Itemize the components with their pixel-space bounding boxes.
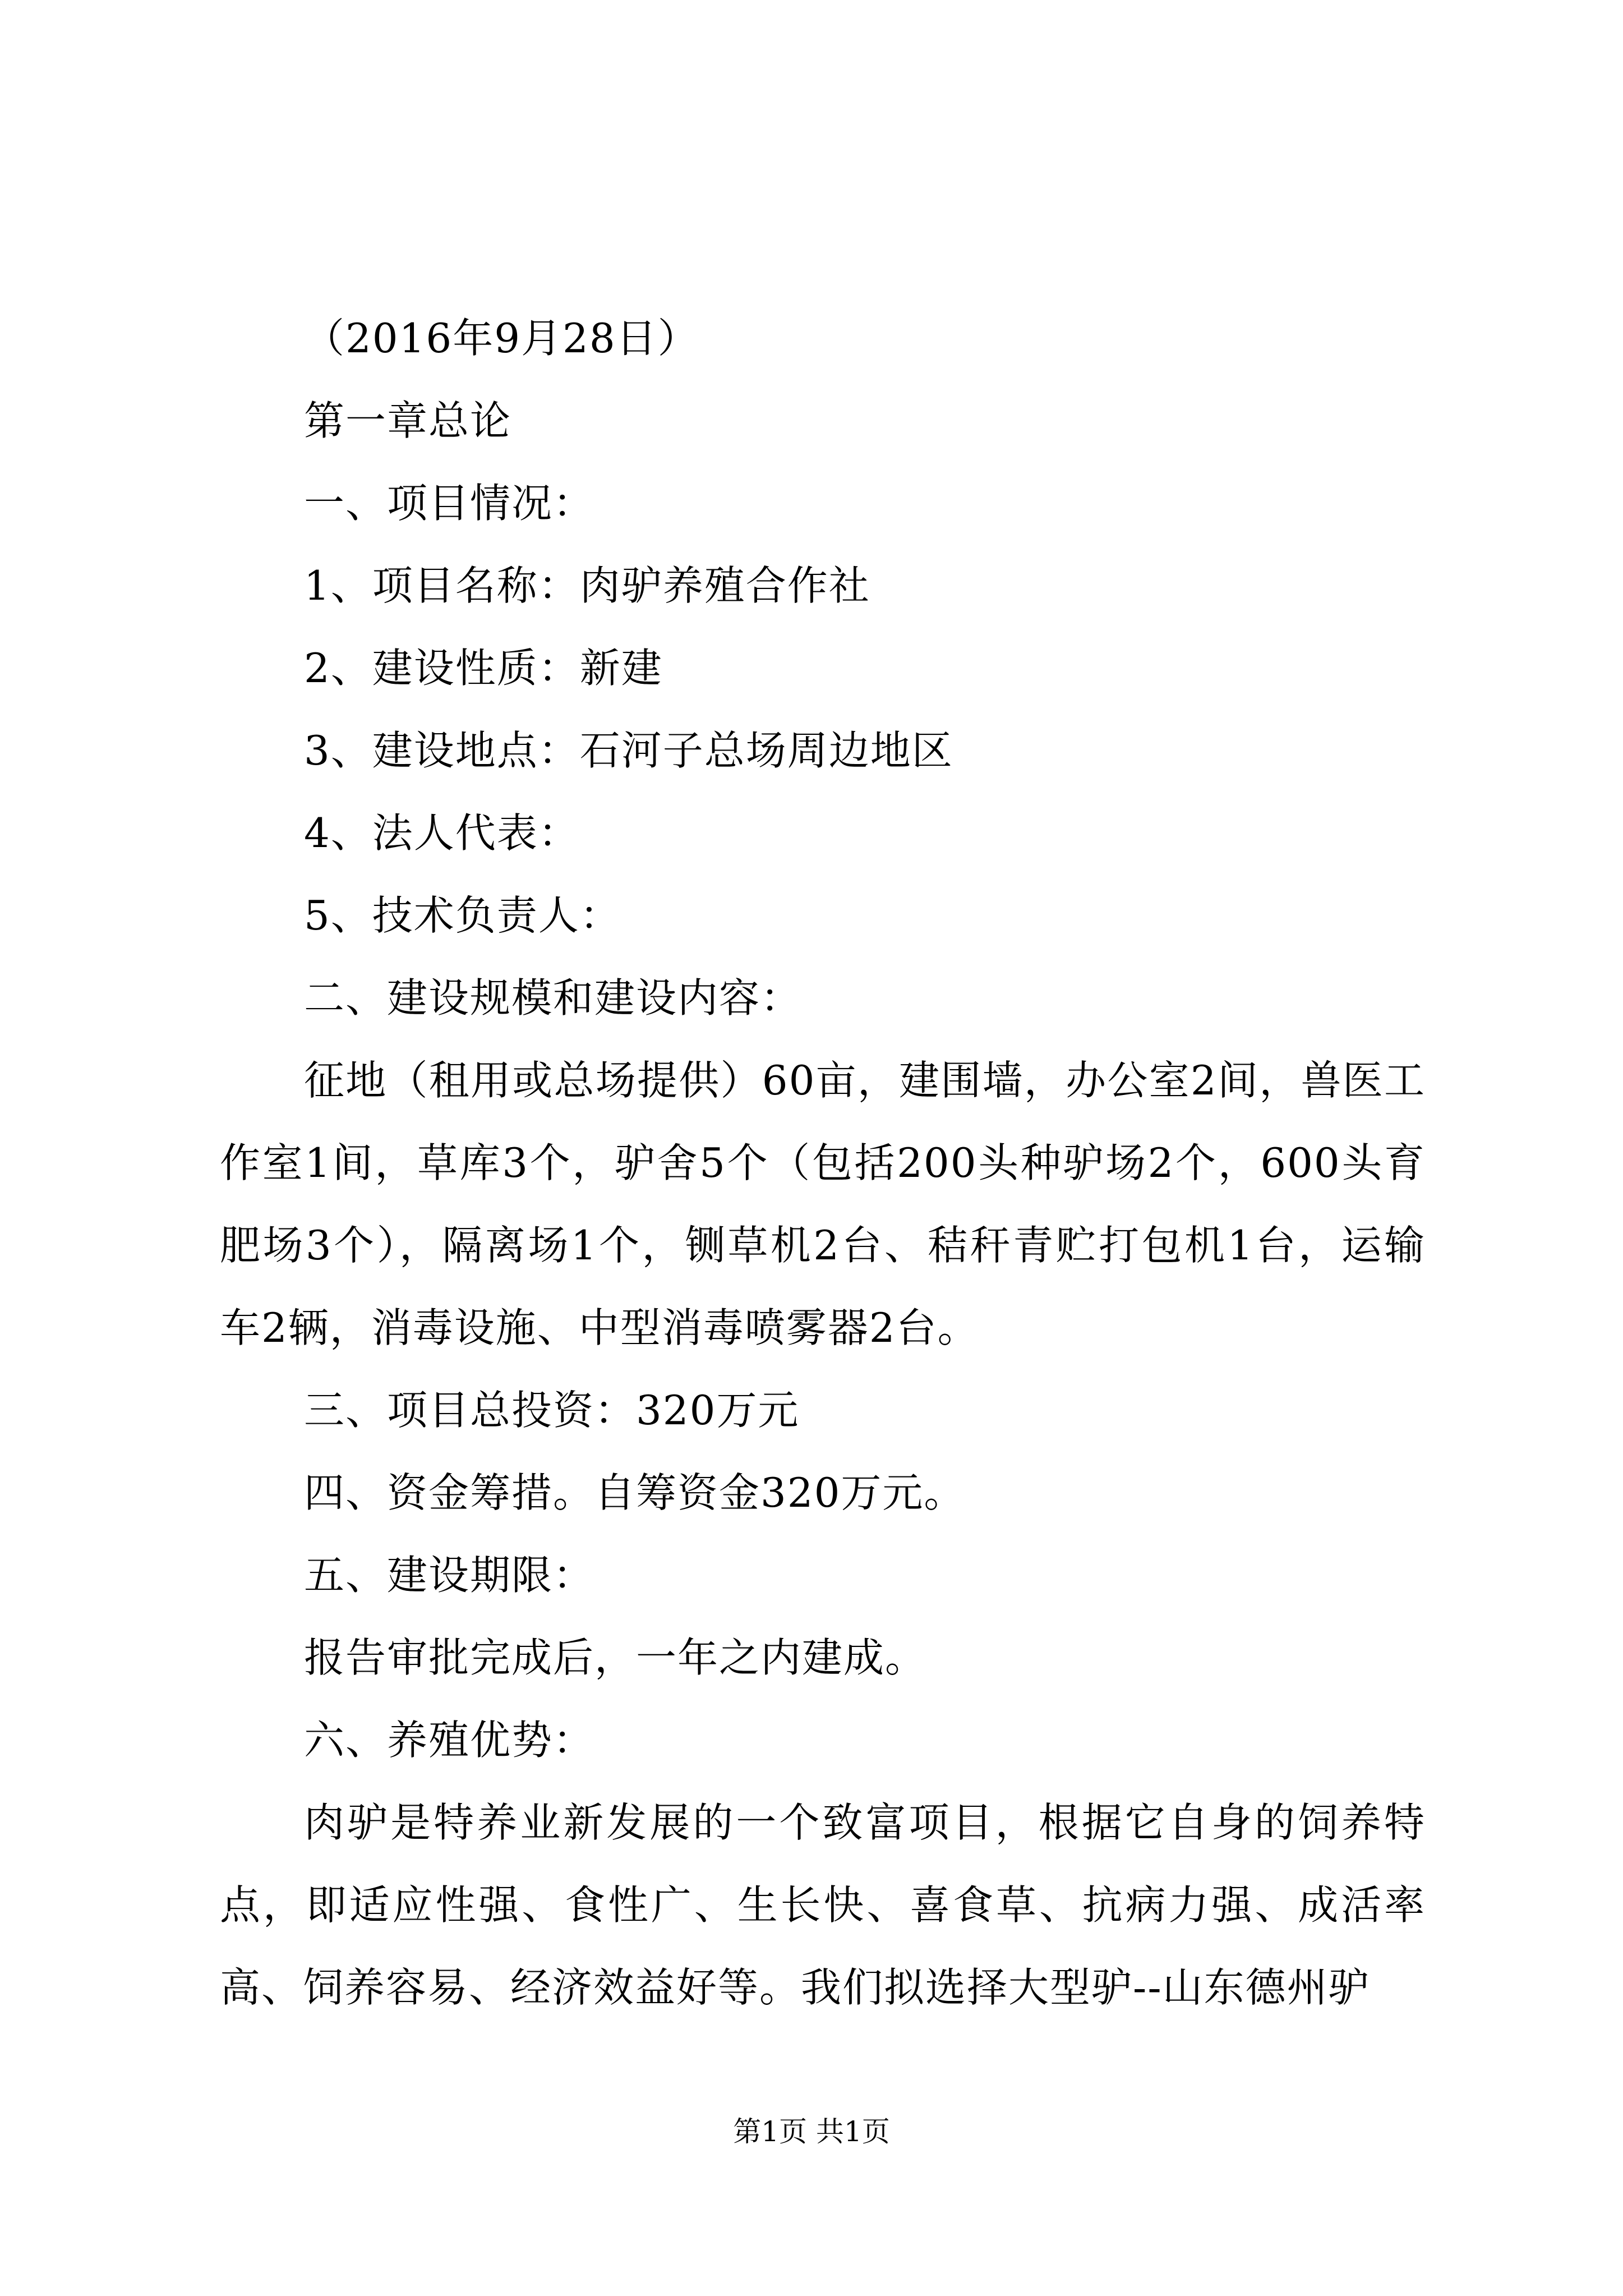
item-construction-location: 3、建设地点：石河子总场周边地区 xyxy=(304,727,953,774)
page-footer: 第1页 共1页 xyxy=(733,2115,890,2148)
paragraph-scale-content: 征地（租用或总场提供）60亩，建围墙，办公室2间，兽医工作室1间，草库3个，驴舍5个（包括200头种驴场2个，600头育肥场3个），隔离场1个，铡草机2台、秸秆青贮打包机1台，运输车2辆，消毒设施、中型消毒喷雾器2台。 xyxy=(220,1057,1426,1351)
section-heading-construction-period: 五、建设期限： xyxy=(304,1552,595,1599)
section-heading-breeding-advantages: 六、养殖优势： xyxy=(304,1717,595,1764)
section-fund-raising: 四、资金筹措。自筹资金320万元。 xyxy=(304,1469,966,1516)
item-project-name: 1、项目名称：肉驴养殖合作社 xyxy=(304,562,870,609)
section-total-investment: 三、项目总投资：320万元 xyxy=(304,1387,800,1434)
section-heading-project-info: 一、项目情况： xyxy=(304,480,595,527)
document-body xyxy=(220,297,1426,2029)
paragraph-breeding-advantages: 肉驴是特养业新发展的一个致富项目，根据它自身的饲养特点，即适应性强、食性广、生长快、喜食草、抗病力强、成活率高、饲养容易、经济效益好等。我们拟选择大型驴--山东德州驴 xyxy=(220,1799,1426,2011)
item-construction-nature: 2、建设性质：新建 xyxy=(304,645,663,692)
chapter-title: 第一章总论 xyxy=(304,397,512,444)
section-heading-scale-content: 二、建设规模和建设内容： xyxy=(304,974,803,1022)
item-technical-lead: 5、技术负责人： xyxy=(304,892,621,939)
date-line: （2016年9月28日） xyxy=(304,315,699,362)
item-legal-representative: 4、法人代表： xyxy=(304,809,580,857)
paragraph-construction-period: 报告审批完成后，一年之内建成。 xyxy=(304,1634,927,1681)
